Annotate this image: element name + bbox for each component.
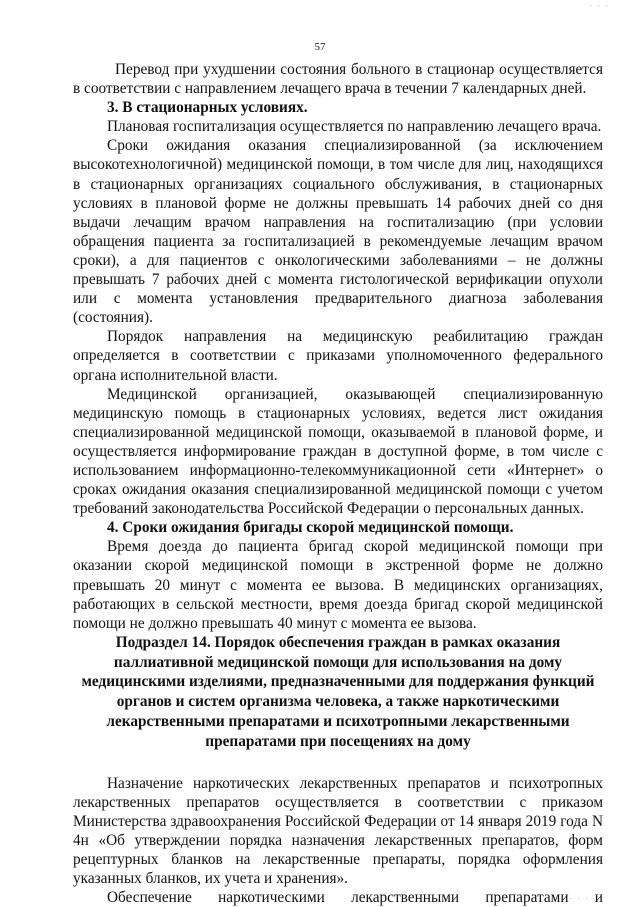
word: лекарственными [351,889,460,907]
scan-artifact-bottom: · · · [569,895,590,903]
paragraph-waiting-times: Сроки ожидания оказания специализированной (за исключением высокотехнологичной) медицинской помощи, в том числе для лиц, находящихся в стационарных организациях социального обслуживания, в стационарных условиях в плановой форме не должны превышать 14 рабочих дней со дня выдачи лечащим врачом направления на госпитализацию (при условии обращения пациента за госпитализацией в рекомендуемые лечащим врачом сроки), а для пациентов с онкологическими заболеваниями – не должны превышать 7 рабочих дней с момента гистологической верификации опухоли или с момента установления предварительного диагноза заболевания (состояния). [73,137,603,327]
document-body [73,60,603,907]
paragraph-planned-hospitalization: Плановая госпитализация осуществляется по направлению лечащего врача. [107,118,602,136]
heading-inpatient: 3. В стационарных условиях. [107,99,308,117]
paragraph-transfer: Перевод при ухудшении состояния больного в стационар осуществляется в соответствии с направлением лечащего врача в течении 7 календарных дней. [73,61,603,98]
word: и [594,889,603,907]
heading-ambulance: 4. Сроки ожидания бригады скорой медицинской помощи. [107,519,514,537]
scan-artifact-top: · · · [589,2,610,10]
paragraph-narcotics-prescription: Назначение наркотических лекарственных препаратов и психотропных лекарственных препаратов осуществляется в соответствии с приказом Министерства здравоохранения Российской Федерации от 14 января 2019 года N 4н «Об утверждении порядка назначения лекарственных препаратов, форм рецептурных бланков на лекарственные препараты, порядка оформления указанных бланков, их учета и хранения». [73,774,603,888]
paragraph-ambulance-time: Время доезда до пациента бригад скорой медицинской помощи при оказании скорой медицинской помощи в экстренной форме не должно превышать 20 минут с момента ее вызова. В медицинских организациях, работающих в сельской местности, время доезда бригад скорой медицинской помощи не должно превышать 40 минут с момента ее вызова. [73,538,603,632]
word: наркотическими [218,889,325,907]
subsection-title: Подраздел 14. Порядок обеспечения граждан в рамках оказания паллиативной медицинской помощи для использования на дому медицинскими изделиями, предназначенными для поддержания функций органов и систем организма человека, а также наркотическими лекарственными препаратами и психотропными лекарственными препаратами при посещениях на дому [81,633,595,750]
paragraph-rehabilitation: Порядок направления на медицинскую реабилитацию граждан определяется в соответствии с приказами уполномоченного федерального органа исполнительной власти. [73,328,603,384]
paragraph-waiting-list: Медицинской организацией, оказывающей специализированную медицинскую помощь в стационарных условиях, ведется лист ожидания специализированной медицинской помощи, оказываемой в плановой форме, и осуществляется информирование граждан в доступной форме, в том числе с использованием информационно-телекоммуникационной сети «Интернет» о сроках ожидания оказания специализированной медицинской помощи с учетом требований законодательства Российской Федерации о персональных данных. [73,385,603,518]
word: препаратами [485,889,569,907]
word: Обеспечение [107,889,192,907]
paragraph-provision-start [73,888,603,907]
spacer [73,752,603,774]
page-number: 57 [314,41,326,53]
